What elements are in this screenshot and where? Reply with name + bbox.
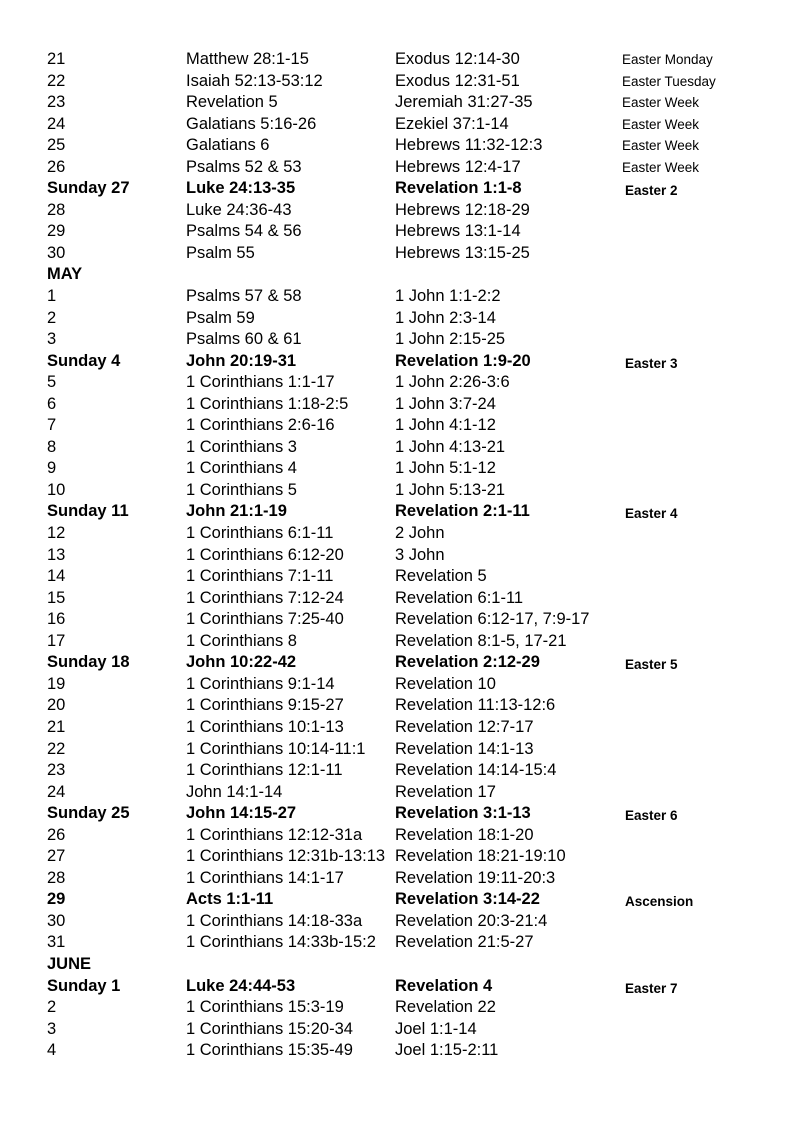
day-row — [0, 114, 800, 136]
date-cell: 26 — [47, 825, 66, 844]
day-row — [0, 868, 800, 890]
first-reading-cell: 1 Corinthians 9:1-14 — [186, 674, 335, 693]
second-reading-cell: Revelation 14:14-15:4 — [395, 761, 557, 780]
first-reading-cell: 1 Corinthians 14:33b-15:2 — [186, 933, 376, 952]
sunday-row — [0, 501, 800, 523]
second-reading-cell: Revelation 5 — [395, 567, 487, 586]
second-reading-cell: Revelation 8:1-5, 17-21 — [395, 631, 567, 650]
second-reading-cell: Revelation 6:1-11 — [395, 588, 524, 607]
day-row — [0, 588, 800, 610]
second-reading-cell: Revelation 2:12-29 — [395, 653, 540, 672]
first-reading-cell: Luke 24:13-35 — [186, 179, 296, 198]
first-reading-cell: 1 Corinthians 7:12-24 — [186, 588, 344, 607]
date-cell: 30 — [47, 243, 66, 262]
observance-cell: Easter Week — [622, 116, 700, 132]
date-cell: 28 — [47, 868, 66, 887]
month-heading — [0, 264, 800, 286]
date-cell: 2 — [47, 308, 57, 327]
day-row — [0, 846, 800, 868]
first-reading-cell: 1 Corinthians 14:1-17 — [186, 868, 344, 887]
date-cell: Sunday 1 — [47, 976, 121, 995]
second-reading-cell: Revelation 18:21-19:10 — [395, 847, 566, 866]
date-cell: 3 — [47, 330, 57, 349]
second-reading-cell: 3 John — [395, 545, 445, 564]
second-reading-cell: Revelation 19:11-20:3 — [395, 868, 556, 887]
first-reading-cell: 1 Corinthians 15:20-34 — [186, 1019, 353, 1038]
date-cell: 30 — [47, 911, 66, 930]
day-row — [0, 135, 800, 157]
second-reading-cell: 1 John 5:1-12 — [395, 459, 496, 478]
first-reading-cell: Acts 1:1-11 — [186, 890, 274, 909]
reading-schedule — [0, 49, 800, 1062]
day-row — [0, 911, 800, 933]
second-reading-cell: Hebrews 13:15-25 — [395, 243, 530, 262]
day-row — [0, 286, 800, 308]
observance-cell: Easter Monday — [622, 52, 713, 67]
day-row — [0, 49, 800, 71]
first-reading-cell: 1 Corinthians 10:14-11:1 — [186, 739, 366, 758]
day-row — [0, 372, 800, 394]
first-reading-cell: 1 Corinthians 10:1-13 — [186, 717, 344, 736]
first-reading-cell: 1 Corinthians 7:1-11 — [186, 567, 334, 586]
date-cell: 1 — [47, 287, 57, 306]
day-row — [0, 609, 800, 631]
second-reading-cell: 1 John 5:13-21 — [395, 480, 506, 499]
second-reading-cell: Revelation 2:1-11 — [395, 502, 530, 521]
second-reading-cell: 1 John 2:3-14 — [395, 308, 496, 327]
second-reading-cell: Hebrews 12:18-29 — [395, 200, 530, 219]
observance-cell: Easter Week — [622, 159, 700, 175]
date-cell: Sunday 25 — [47, 804, 130, 823]
second-reading-cell: Revelation 1:9-20 — [395, 351, 531, 370]
first-reading-cell: 1 Corinthians 6:1-11 — [186, 524, 334, 543]
second-reading-cell: Exodus 12:31-51 — [395, 71, 520, 90]
date-cell: 14 — [47, 567, 66, 586]
day-row — [0, 157, 800, 179]
sunday-row — [0, 178, 800, 200]
day-row — [0, 717, 800, 739]
first-reading-cell: 1 Corinthians 15:3-19 — [186, 998, 344, 1017]
first-reading-cell: Psalms 60 & 61 — [186, 330, 302, 349]
first-reading-cell: Galatians 5:16-26 — [186, 114, 317, 133]
date-cell: 25 — [47, 136, 66, 155]
date-cell: 7 — [47, 416, 57, 435]
sunday-row — [0, 652, 800, 674]
date-cell: Sunday 11 — [47, 502, 129, 521]
first-reading-cell: Psalms 54 & 56 — [186, 222, 302, 241]
second-reading-cell: Revelation 11:13-12:6 — [395, 696, 556, 715]
first-reading-cell: Psalms 57 & 58 — [186, 287, 302, 306]
first-reading-cell: 1 Corinthians 1:18-2:5 — [186, 394, 349, 413]
day-row — [0, 739, 800, 761]
day-row — [0, 545, 800, 567]
day-row — [0, 480, 800, 502]
month-label: MAY — [47, 265, 83, 284]
day-row — [0, 394, 800, 416]
day-row — [0, 566, 800, 588]
second-reading-cell: Revelation 6:12-17, 7:9-17 — [395, 610, 590, 629]
second-reading-cell: Revelation 18:1-20 — [395, 825, 534, 844]
first-reading-cell: 1 Corinthians 8 — [186, 631, 297, 650]
day-row — [0, 631, 800, 653]
first-reading-cell: John 20:19-31 — [186, 351, 297, 370]
day-row — [0, 221, 800, 243]
second-reading-cell: 1 John 4:1-12 — [395, 416, 496, 435]
date-cell: 22 — [47, 71, 66, 90]
date-cell: 16 — [47, 610, 66, 629]
date-cell: 3 — [47, 1019, 57, 1038]
day-row — [0, 825, 800, 847]
date-cell: 6 — [47, 394, 57, 413]
day-row — [0, 308, 800, 330]
day-row — [0, 695, 800, 717]
second-reading-cell: Revelation 1:1-8 — [395, 179, 522, 198]
second-reading-cell: Hebrews 12:4-17 — [395, 157, 521, 176]
first-reading-cell: John 21:1-19 — [186, 502, 287, 521]
date-cell: 28 — [47, 200, 66, 219]
second-reading-cell: Hebrews 13:1-14 — [395, 222, 521, 241]
day-row — [0, 92, 800, 114]
observance-cell: Easter 2 — [625, 183, 678, 199]
sunday-row — [0, 803, 800, 825]
day-row — [0, 415, 800, 437]
second-reading-cell: Revelation 20:3-21:4 — [395, 911, 548, 930]
observance-cell: Easter 7 — [625, 980, 678, 996]
observance-cell: Easter Tuesday — [622, 73, 716, 89]
second-reading-cell: Revelation 12:7-17 — [395, 717, 534, 736]
date-cell: 8 — [47, 437, 57, 456]
first-reading-cell: 1 Corinthians 7:25-40 — [186, 610, 344, 629]
date-cell: 23 — [47, 93, 66, 112]
first-reading-cell: 1 Corinthians 9:15-27 — [186, 696, 344, 715]
first-reading-cell: 1 Corinthians 5 — [186, 480, 297, 499]
second-reading-cell: 1 John 2:26-3:6 — [395, 373, 510, 392]
date-cell: 2 — [47, 998, 57, 1017]
first-reading-cell: Psalm 55 — [186, 243, 255, 262]
date-cell: Sunday 27 — [47, 179, 130, 198]
second-reading-cell: Revelation 17 — [395, 782, 496, 801]
first-reading-cell: Psalm 59 — [186, 308, 255, 327]
observance-cell: Easter 6 — [625, 808, 678, 824]
date-cell: 10 — [47, 480, 66, 499]
date-cell: 4 — [47, 1041, 57, 1060]
date-cell: 27 — [47, 847, 66, 866]
sunday-row — [0, 976, 800, 998]
day-row — [0, 200, 800, 222]
second-reading-cell: Ezekiel 37:1-14 — [395, 114, 509, 133]
day-row — [0, 71, 800, 93]
date-cell: 23 — [47, 761, 66, 780]
second-reading-cell: Revelation 21:5-27 — [395, 933, 534, 952]
date-cell: 15 — [47, 588, 66, 607]
day-row — [0, 329, 800, 351]
observance-cell: Easter 3 — [625, 355, 678, 371]
second-reading-cell: Hebrews 11:32-12:3 — [395, 136, 543, 155]
date-cell: 9 — [47, 459, 57, 478]
second-reading-cell: Exodus 12:14-30 — [395, 50, 520, 68]
second-reading-cell: 1 John 3:7-24 — [395, 394, 496, 413]
day-row — [0, 760, 800, 782]
date-cell: 21 — [47, 717, 66, 736]
first-reading-cell: 1 Corinthians 14:18-33a — [186, 911, 363, 930]
date-cell: 31 — [47, 933, 66, 952]
second-reading-cell: Revelation 3:1-13 — [395, 804, 531, 823]
first-reading-cell: 1 Corinthians 1:1-17 — [186, 373, 335, 392]
first-reading-cell: John 14:1-14 — [186, 782, 283, 801]
second-reading-cell: Joel 1:1-14 — [395, 1019, 477, 1038]
first-reading-cell: 1 Corinthians 6:12-20 — [186, 545, 344, 564]
day-row — [0, 437, 800, 459]
date-cell: Sunday 18 — [47, 653, 130, 672]
first-reading-cell: 1 Corinthians 2:6-16 — [186, 416, 335, 435]
observance-cell: Ascension — [625, 894, 694, 910]
day-row — [0, 782, 800, 804]
observance-cell: Easter Week — [622, 95, 700, 111]
date-cell: 24 — [47, 114, 66, 133]
second-reading-cell: Jeremiah 31:27-35 — [395, 93, 533, 112]
date-cell: 24 — [47, 782, 66, 801]
second-reading-cell: 1 John 1:1-2:2 — [395, 287, 501, 306]
first-reading-cell: Matthew 28:1-15 — [186, 50, 309, 68]
second-reading-cell: Revelation 22 — [395, 998, 496, 1017]
date-cell: 21 — [47, 50, 66, 68]
second-reading-cell: Revelation 10 — [395, 674, 496, 693]
month-heading — [0, 954, 800, 976]
first-reading-cell: Revelation 5 — [186, 93, 278, 112]
date-cell: 13 — [47, 545, 66, 564]
second-reading-cell: Joel 1:15-2:11 — [395, 1041, 499, 1060]
second-reading-cell: 1 John 2:15-25 — [395, 330, 506, 349]
first-reading-cell: 1 Corinthians 12:1-11 — [186, 761, 343, 780]
date-cell: 29 — [47, 222, 66, 241]
date-cell: 19 — [47, 674, 66, 693]
date-cell: 29 — [47, 890, 66, 909]
date-cell: 17 — [47, 631, 66, 650]
first-reading-cell: 1 Corinthians 12:12-31a — [186, 825, 363, 844]
day-row — [0, 1019, 800, 1041]
second-reading-cell: 2 John — [395, 524, 445, 543]
first-reading-cell: Galatians 6 — [186, 136, 270, 155]
date-cell: 12 — [47, 524, 66, 543]
day-row — [0, 997, 800, 1019]
sunday-row — [0, 889, 800, 911]
date-cell: 22 — [47, 739, 66, 758]
date-cell: 5 — [47, 373, 57, 392]
second-reading-cell: Revelation 4 — [395, 976, 493, 995]
date-cell: 20 — [47, 696, 66, 715]
sunday-row — [0, 351, 800, 373]
first-reading-cell: 1 Corinthians 3 — [186, 437, 297, 456]
day-row — [0, 523, 800, 545]
second-reading-cell: 1 John 4:13-21 — [395, 437, 506, 456]
date-cell: 26 — [47, 157, 66, 176]
first-reading-cell: John 14:15-27 — [186, 804, 297, 823]
day-row — [0, 674, 800, 696]
day-row — [0, 932, 800, 954]
day-row — [0, 458, 800, 480]
second-reading-cell: Revelation 14:1-13 — [395, 739, 534, 758]
first-reading-cell: Luke 24:44-53 — [186, 976, 296, 995]
observance-cell: Easter 5 — [625, 657, 678, 673]
first-reading-cell: Psalms 52 & 53 — [186, 157, 302, 176]
second-reading-cell: Revelation 3:14-22 — [395, 890, 540, 909]
month-label: JUNE — [47, 954, 92, 973]
observance-cell: Easter 4 — [625, 506, 678, 522]
first-reading-cell: 1 Corinthians 4 — [186, 459, 297, 478]
first-reading-cell: John 10:22-42 — [186, 653, 297, 672]
first-reading-cell: Isaiah 52:13-53:12 — [186, 71, 323, 90]
first-reading-cell: 1 Corinthians 15:35-49 — [186, 1041, 353, 1060]
observance-cell: Easter Week — [622, 138, 700, 154]
first-reading-cell: 1 Corinthians 12:31b-13:13 — [186, 847, 386, 866]
first-reading-cell: Luke 24:36-43 — [186, 200, 292, 219]
day-row — [0, 243, 800, 265]
date-cell: Sunday 4 — [47, 351, 121, 370]
day-row — [0, 1040, 800, 1062]
